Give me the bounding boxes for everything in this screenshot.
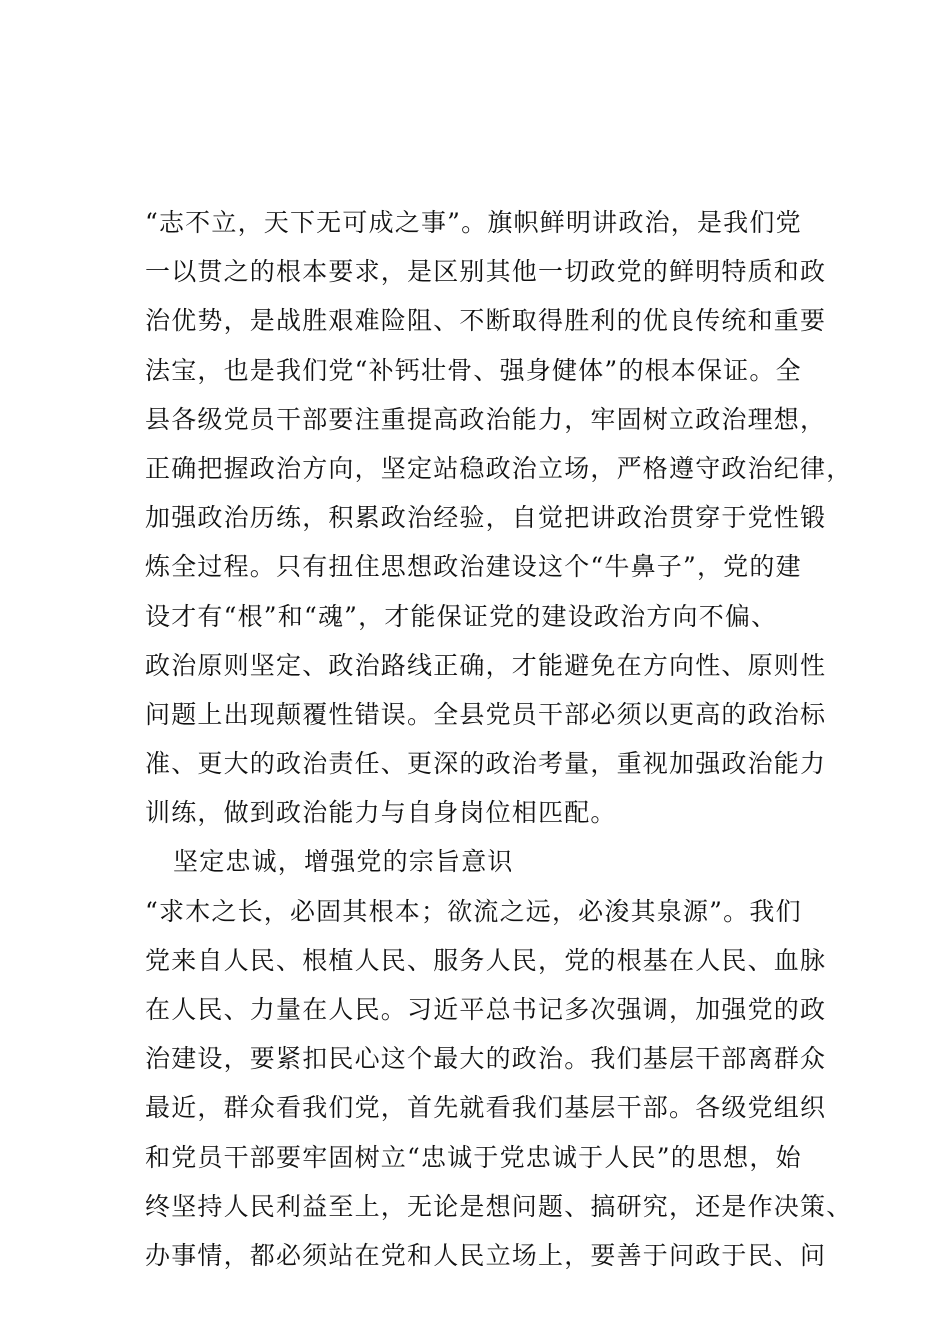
- text-line: 准、更大的政治责任、更深的政治考量，重视加强政治能力: [145, 749, 827, 779]
- text-line: 设才有“根”和“魂”，才能保证党的建设政治方向不偏、: [145, 601, 778, 631]
- text-line: 县各级党员干部要注重提高政治能力，牢固树立政治理想，: [145, 404, 827, 434]
- text-line: 加强政治历练，积累政治经验，自觉把讲政治贯穿于党性锻: [145, 503, 827, 533]
- text-line: 政治原则坚定、政治路线正确，才能避免在方向性、原则性: [145, 650, 827, 680]
- text-line: 和党员干部要牢固树立“忠诚于党忠诚于人民”的思想，始: [145, 1142, 802, 1172]
- text-line: 治建设，要紧扣民心这个最大的政治。我们基层干部离群众: [145, 1044, 827, 1074]
- text-line: 法宝，也是我们党“补钙壮骨、强身健体”的根本保证。全: [145, 355, 802, 385]
- text-line: 炼全过程。只有扭住思想政治建设这个“牛鼻子”，党的建: [145, 552, 802, 582]
- text-line: 治优势，是战胜艰难险阻、不断取得胜利的优良传统和重要: [145, 306, 827, 336]
- text-line: “求木之长，必固其根本；欲流之远，必浚其泉源”。我们: [145, 896, 802, 926]
- text-line: 在人民、力量在人民。习近平总书记多次强调，加强党的政: [145, 995, 827, 1024]
- text-line: 最近，群众看我们党，首先就看我们基层干部。各级党组织: [145, 1093, 827, 1123]
- text-line: 党来自人民、根植人民、服务人民，党的根基在人民、血脉: [145, 945, 827, 975]
- text-line: 办事情，都必须站在党和人民立场上，要善于问政于民、问: [145, 1240, 827, 1270]
- text-line: 一以贯之的根本要求，是区别其他一切政党的鲜明特质和政: [145, 257, 827, 287]
- section-heading: 坚定忠诚，增强党的宗旨意识: [173, 847, 514, 877]
- text-line: 训练，做到政治能力与自身岗位相匹配。: [145, 798, 617, 828]
- text-line: 终坚持人民利益至上，无论是想问题、搞研究，还是作决策、: [145, 1191, 853, 1221]
- text-line: 问题上出现颠覆性错误。全县党员干部必须以更高的政治标: [145, 699, 827, 729]
- text-line: “志不立，天下无可成之事”。旗帜鲜明讲政治，是我们党: [145, 208, 802, 237]
- text-line: 正确把握政治方向，坚定站稳政治立场，严格遵守政治纪律，: [145, 453, 853, 483]
- body-text: [145, 198, 853, 1280]
